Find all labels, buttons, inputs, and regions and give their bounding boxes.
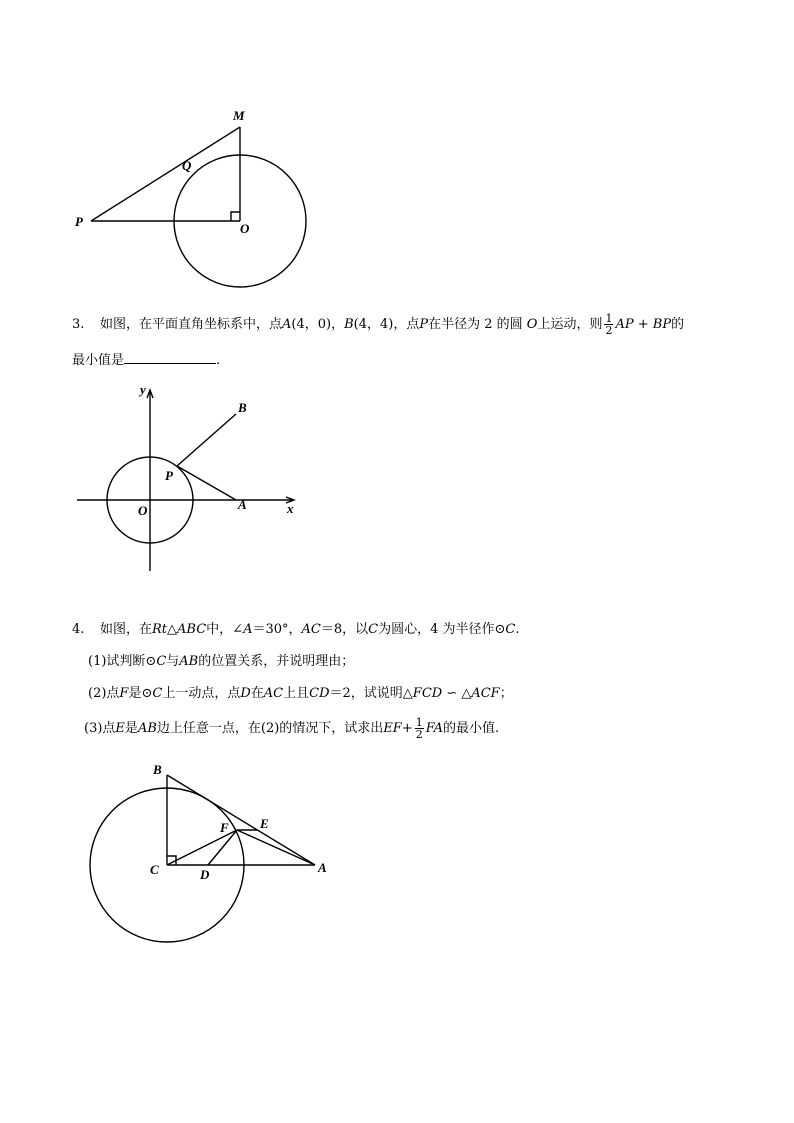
right-angle-mark	[231, 212, 240, 221]
label-y: y	[140, 382, 146, 397]
label-b: B	[238, 400, 247, 415]
label-o: O	[138, 503, 148, 518]
question-3-line-2	[72, 351, 220, 370]
segment-ba	[167, 775, 315, 865]
q4-text-4: ＝8，以	[320, 622, 369, 637]
answer-blank[interactable]	[124, 351, 216, 364]
coord-b: (4，4)，点	[353, 317, 420, 332]
expression: AP + BP	[615, 317, 672, 332]
question-4-part-3: (3)点E是AB边上任意一点，在(2)的情况下，试求出EF+ $\frac{1}{2}$ FA的最小值.	[84, 716, 500, 741]
fraction-half: $\frac{1}{2}$	[415, 716, 423, 741]
q4-text-3: ＝30°，	[252, 622, 302, 637]
label-p: P	[75, 214, 83, 229]
label-b: B	[153, 762, 162, 777]
rt: Rt	[152, 622, 168, 637]
segment-fa	[237, 830, 315, 865]
q3-text-move: 上运动，则	[537, 317, 603, 332]
segment-cf	[167, 830, 237, 865]
q4-text: 如图，在	[100, 622, 153, 637]
figure-2-coordinate-plane	[0, 370, 794, 590]
circle-o-label: O	[526, 317, 538, 332]
q3-end: .	[216, 353, 221, 368]
question-3	[72, 313, 684, 336]
point-a: A	[282, 317, 292, 332]
label-e: E	[260, 816, 269, 831]
q3-text-mid: 在半径为 2 的圆	[428, 317, 523, 332]
q3-text: 如图，在平面直角坐标系中，点	[100, 317, 283, 332]
question-4	[72, 621, 519, 639]
segment-pa	[177, 466, 236, 500]
angle-a: A	[243, 622, 253, 637]
segment-pb	[177, 414, 236, 466]
point-c: C	[368, 622, 379, 637]
point-b: B	[344, 317, 354, 332]
circle-c: C	[505, 622, 516, 637]
q4-text-6: .	[515, 622, 520, 637]
segment-pm	[91, 127, 240, 221]
label-o: O	[240, 221, 250, 236]
segment-ac: AC	[301, 622, 321, 637]
coord-a: (4，0)，	[291, 317, 345, 332]
label-c: C	[150, 862, 159, 877]
figure-3-triangle-circle	[0, 750, 794, 960]
point-p: P	[419, 317, 429, 332]
question-number: 4.	[72, 622, 85, 637]
q3-text-post: 的	[671, 317, 685, 332]
question-number: 3.	[72, 317, 85, 332]
q4-text-5: 为圆心，4 为半径作⊙	[378, 622, 506, 637]
label-m: M	[233, 108, 245, 123]
label-p: P	[165, 468, 173, 483]
label-f: F	[220, 820, 229, 835]
triangle-abc: ABC	[177, 622, 207, 637]
q4-text-2: 中，∠	[206, 622, 244, 637]
label-a: A	[238, 497, 247, 512]
label-a: A	[318, 860, 327, 875]
label-x: x	[287, 501, 294, 516]
figure-1-circle-tangent	[0, 0, 794, 300]
triangle-symbol: △	[167, 622, 178, 637]
label-q: Q	[182, 158, 192, 173]
q3-min-label: 最小值是	[72, 353, 125, 368]
question-4-part-1: (1)试判断⊙C与AB的位置关系，并说明理由；	[88, 654, 355, 669]
label-d: D	[200, 867, 210, 882]
fraction-half: $\frac{1}{2}$	[605, 312, 613, 337]
question-4-part-2: (2)点F是⊙C上一动点，点D在AC上且CD＝2，试说明△FCD ∽ △ACF；	[88, 686, 513, 701]
segment-fd	[208, 830, 237, 865]
